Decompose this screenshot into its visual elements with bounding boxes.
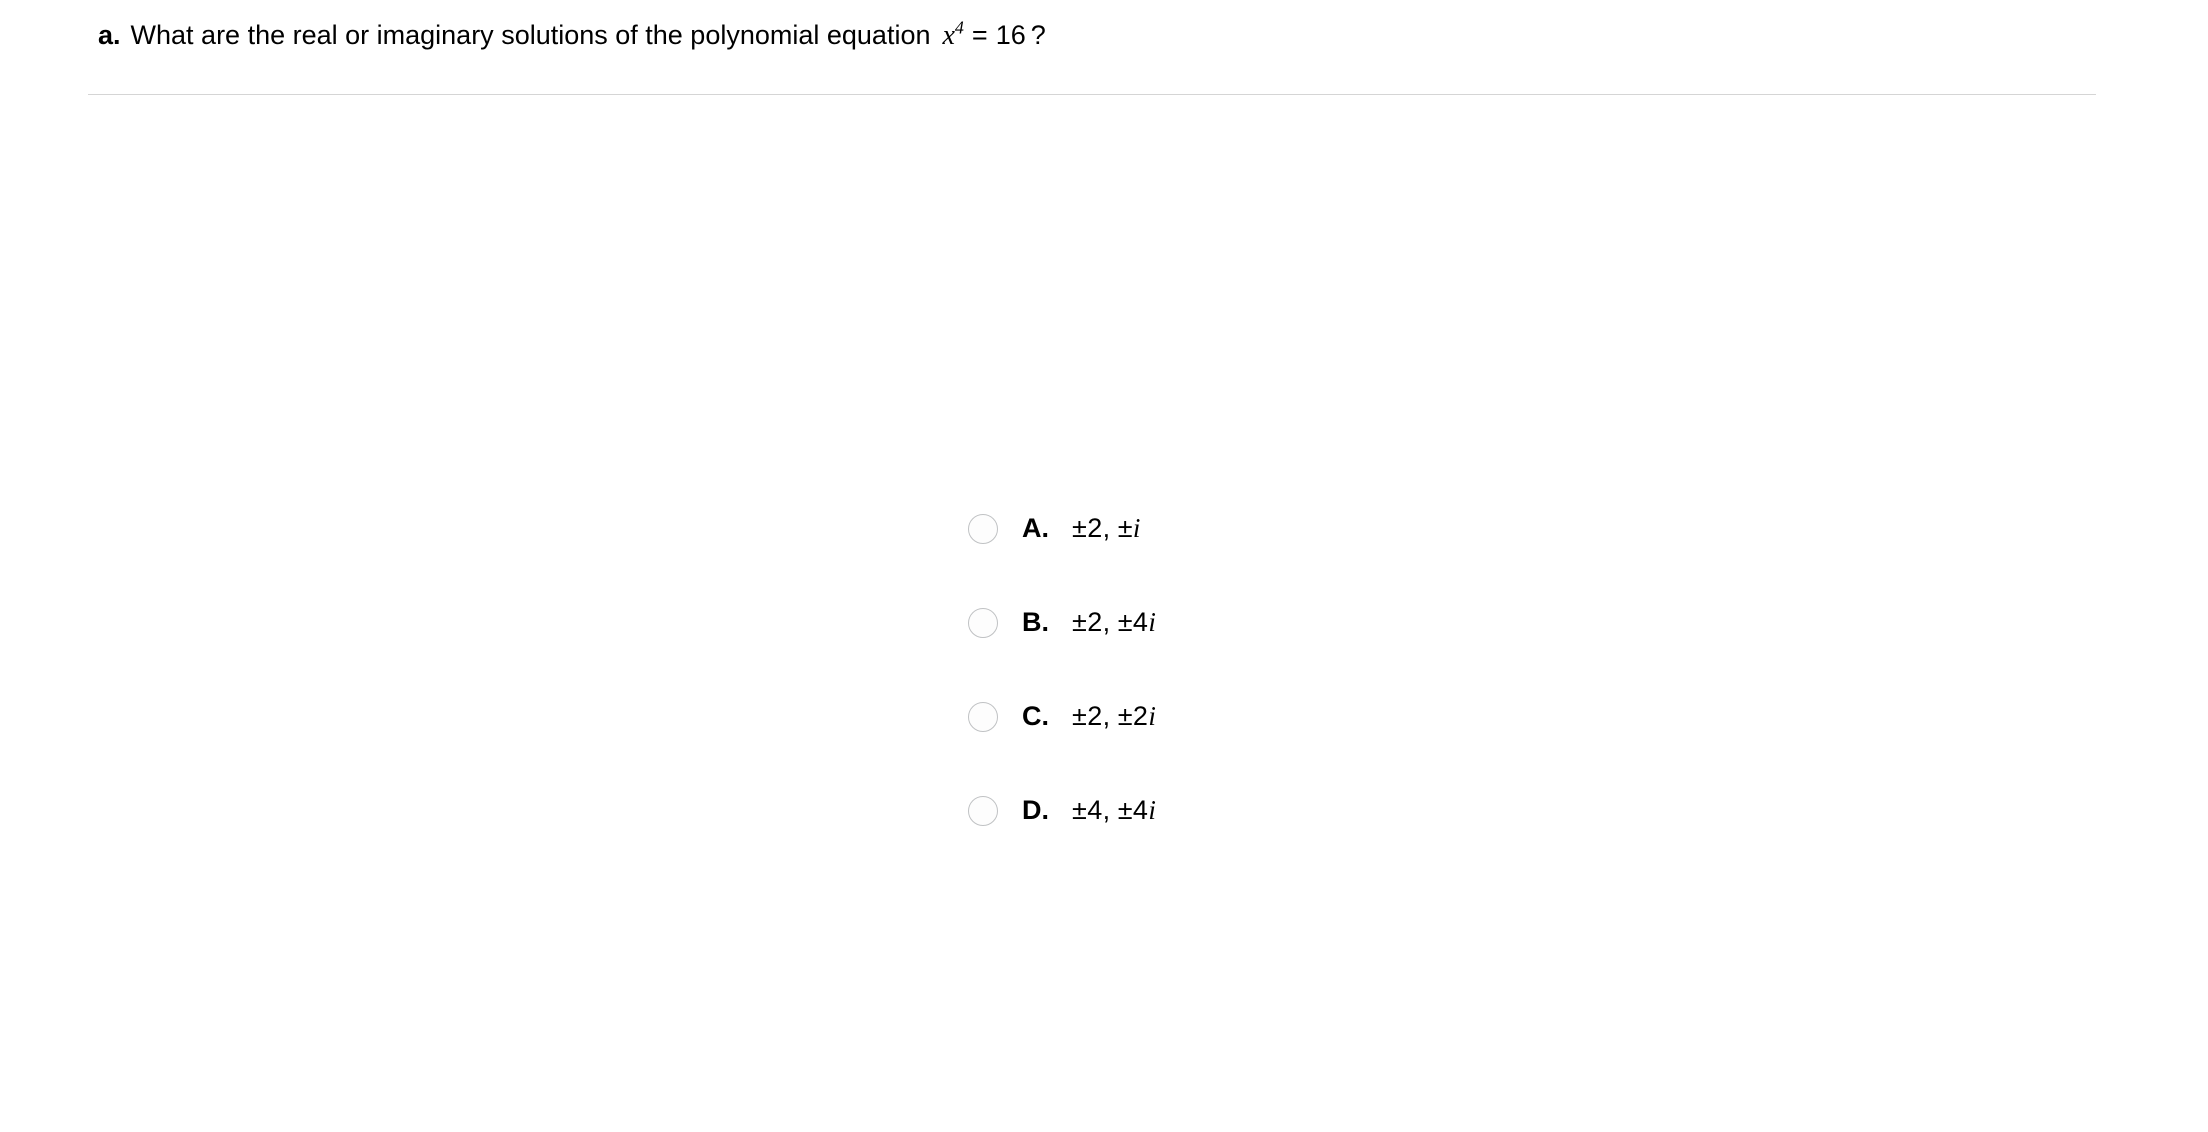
choice-c-second-coefficient: 2 bbox=[1132, 701, 1149, 731]
expression-exponent: 4 bbox=[954, 17, 964, 38]
choice-text-b bbox=[1072, 607, 1156, 638]
choice-a-separator: , bbox=[1102, 513, 1111, 543]
question-terminator: ? bbox=[1030, 20, 1046, 50]
choice-c-imaginary-unit: i bbox=[1148, 701, 1157, 731]
choice-b-separator: , bbox=[1102, 607, 1111, 637]
choice-d-separator: , bbox=[1102, 795, 1111, 825]
answer-choice-a[interactable] bbox=[968, 505, 1156, 552]
radio-button-a[interactable] bbox=[968, 514, 998, 544]
expression-value: 16 bbox=[995, 20, 1026, 50]
choice-letter-d: D. bbox=[1022, 795, 1049, 825]
choice-d-second-sign: ± bbox=[1117, 795, 1133, 825]
choice-b-second-sign: ± bbox=[1117, 607, 1133, 637]
choice-text-d bbox=[1072, 795, 1156, 826]
answer-choice-d[interactable] bbox=[968, 787, 1156, 834]
choice-d-imaginary-unit: i bbox=[1148, 795, 1157, 825]
choice-a-first-sign: ± bbox=[1072, 513, 1088, 543]
choice-letter-b: B. bbox=[1022, 607, 1049, 637]
choice-c-first-value: 2 bbox=[1087, 701, 1103, 731]
choice-c-separator: , bbox=[1102, 701, 1111, 731]
answer-choice-b[interactable] bbox=[968, 599, 1156, 646]
choice-a-first-value: 2 bbox=[1087, 513, 1103, 543]
choice-a-second-sign: ± bbox=[1117, 513, 1133, 543]
choice-letter-c: C. bbox=[1022, 701, 1049, 731]
choice-text-a bbox=[1072, 513, 1141, 544]
expression-base: x bbox=[942, 20, 955, 51]
choice-b-imaginary-unit: i bbox=[1148, 607, 1157, 637]
radio-button-b[interactable] bbox=[968, 608, 998, 638]
choice-b-first-value: 2 bbox=[1087, 607, 1103, 637]
choice-a-imaginary-unit: i bbox=[1132, 513, 1141, 543]
answer-choice-c[interactable] bbox=[968, 693, 1156, 740]
question-text: What are the real or imaginary solutions of the polynomial equation bbox=[130, 20, 931, 50]
choice-d-second-coefficient: 4 bbox=[1132, 795, 1149, 825]
section-divider bbox=[88, 94, 2096, 95]
choice-c-first-sign: ± bbox=[1072, 701, 1088, 731]
radio-button-d[interactable] bbox=[968, 796, 998, 826]
choice-d-first-value: 4 bbox=[1087, 795, 1103, 825]
expression-relation: = bbox=[971, 20, 988, 50]
choice-c-second-sign: ± bbox=[1117, 701, 1133, 731]
question-prompt bbox=[98, 18, 1046, 53]
question-label: a. bbox=[98, 20, 121, 50]
choice-letter-a: A. bbox=[1022, 513, 1049, 543]
choice-text-c bbox=[1072, 701, 1156, 732]
choice-d-first-sign: ± bbox=[1072, 795, 1088, 825]
choice-b-second-coefficient: 4 bbox=[1132, 607, 1149, 637]
answer-choice-list bbox=[968, 505, 1156, 834]
question-expression bbox=[942, 18, 1025, 53]
radio-button-c[interactable] bbox=[968, 702, 998, 732]
choice-b-first-sign: ± bbox=[1072, 607, 1088, 637]
